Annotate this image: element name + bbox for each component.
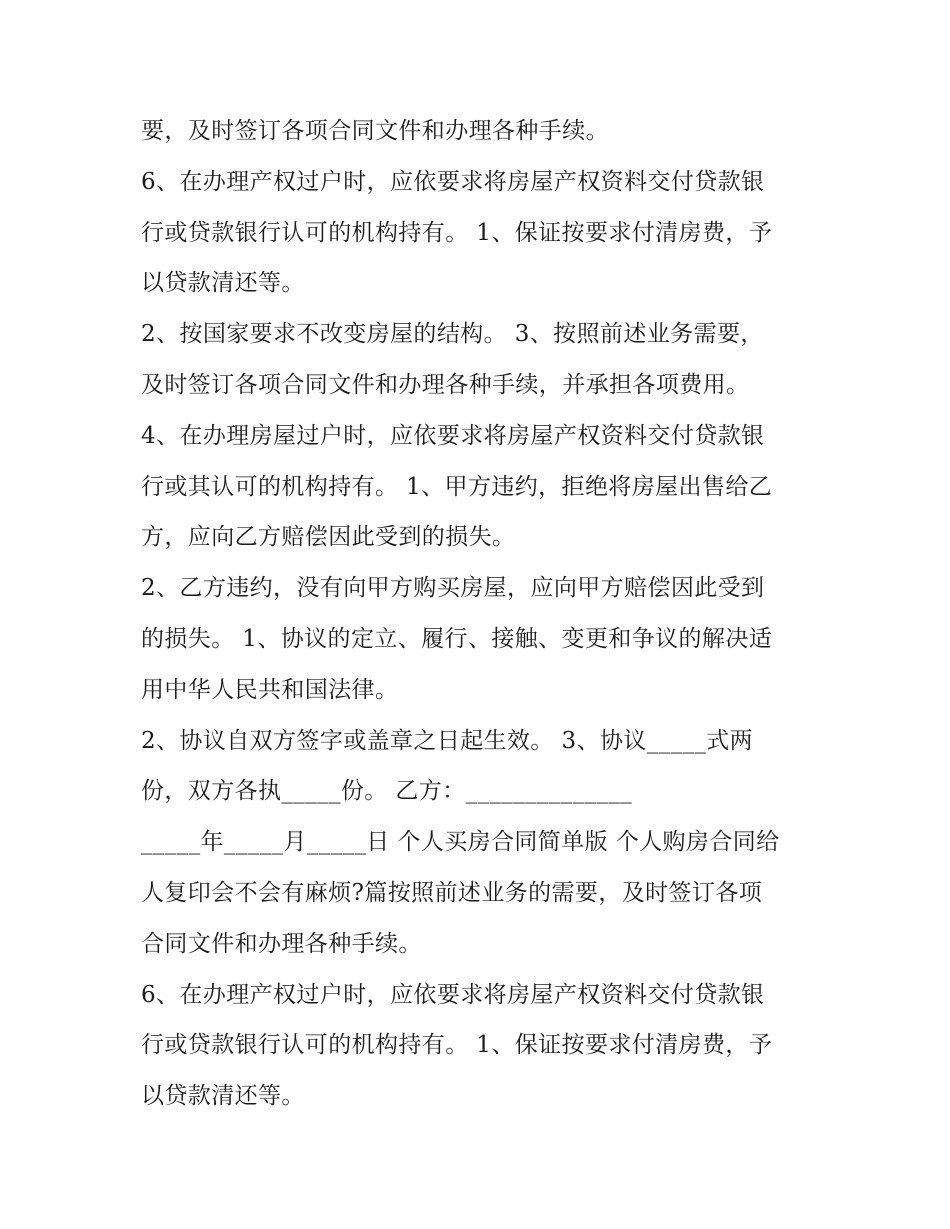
text-line: 行或贷款银行认可的机构持有。 1、保证按要求付清房费，予 [141,1032,773,1059]
text-line: 用中华人民共和国法律。 [141,676,399,703]
text-line: 以贷款清还等。 [141,1083,305,1110]
text-line: 行或贷款银行认可的机构持有。 1、保证按要求付清房费，予 [141,219,773,246]
text-line: 6、在办理产权过户时，应依要求将房屋产权资料交付贷款银 [141,981,765,1008]
text-line: 2、协议自双方签字或盖章之日起生效。 3、协议_____式两 [141,727,754,754]
text-line: 以贷款清还等。 [141,270,305,297]
text-line: _____年_____月_____日 个人买房合同简单版 个人购房合同给 [141,829,780,856]
text-line: 2、乙方违约，没有向甲方购买房屋，应向甲方赔偿因此受到 [141,575,765,602]
text-line: 行或其认可的机构持有。 1、甲方违约，拒绝将房屋出售给乙 [141,473,773,500]
document-body [141,106,821,1122]
text-line: 份，双方各执_____份。 乙方：______________ [141,778,633,805]
text-line: 人复印会不会有麻烦?篇按照前述业务的需要，及时签订各项 [141,879,763,906]
text-line: 合同文件和办理各种手续。 [141,930,422,957]
text-line: 及时签订各项合同文件和办理各种手续，并承担各项费用。 [141,371,750,398]
text-line: 的损失。 1、协议的定立、履行、接触、变更和争议的解决适 [141,625,773,652]
text-line: 2、按国家要求不改变房屋的结构。 3、按照前述业务需要， [141,321,764,348]
text-line: 要，及时签订各项合同文件和办理各种手续。 [141,118,609,144]
text-line: 方，应向乙方赔偿因此受到的损失。 [141,524,516,551]
text-line: 6、在办理产权过户时，应依要求将房屋产权资料交付贷款银 [141,168,765,195]
text-line: 4、在办理房屋过户时，应依要求将房屋产权资料交付贷款银 [141,422,765,449]
